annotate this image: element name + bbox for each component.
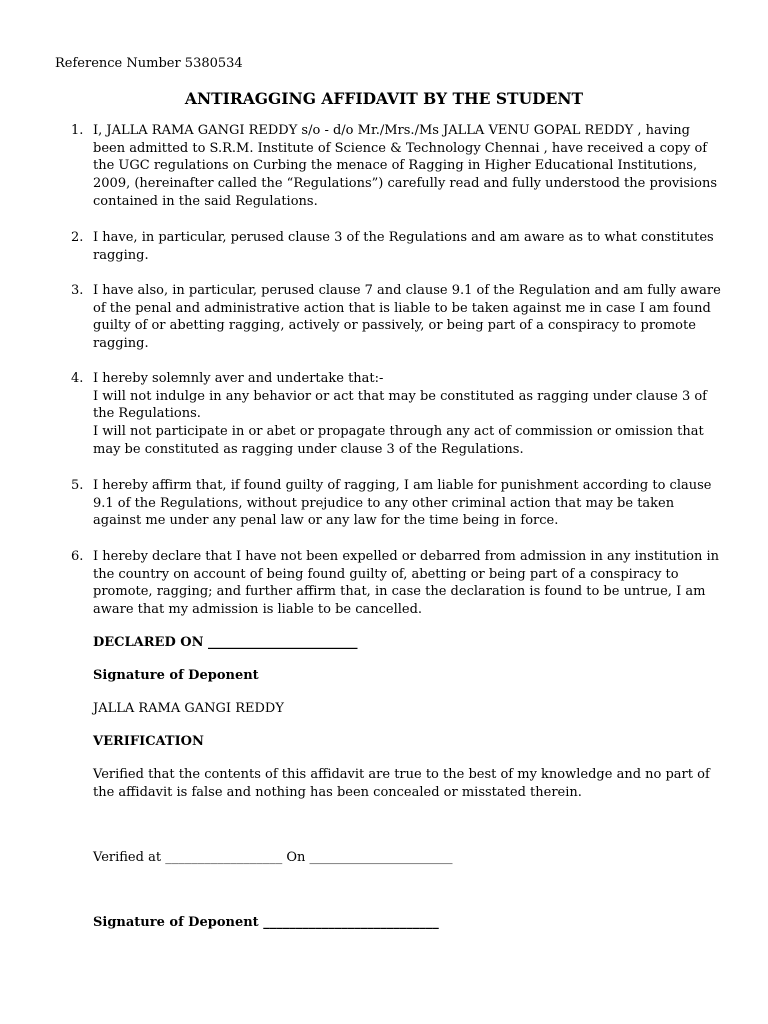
clause-item-2 [71,229,723,264]
item-line: I, JALLA RAMA GANGI REDDY s/o - d/o Mr./Mrs./Ms JALLA VENU GOPAL REDDY , having [93,123,690,138]
reference-number: Reference Number 5380534 [55,56,243,71]
item-line: been admitted to S.R.M. Institute of Science & Technology Chennai , have received a copy of [93,140,708,156]
item-number: 2. [71,230,84,245]
clause-item-4 [71,370,723,459]
item-line: the Regulations. [93,406,201,422]
verification-text [93,766,710,801]
item-line: of the penal and administrative action that is liable to be taken against me in case I am found [93,300,711,316]
deponent-name: JALLA RAMA GANGI REDDY [93,701,284,716]
item-number: 1. [71,123,84,138]
final-signature-label: Signature of Deponent [93,915,259,930]
on-blank: ______________________ [309,850,453,865]
item-line: contained in the said Regulations. [93,193,318,209]
item-line: I hereby solemnly aver and undertake that:- [93,371,384,386]
item-line: 2009, (hereinafter called the “Regulations”) carefully read and fully understood the provisions [93,176,718,192]
verification-line: Verified that the contents of this affidavit are true to the best of my knowledge and no part of [93,767,710,782]
document-title: ANTIRAGGING AFFIDAVIT BY THE STUDENT [184,89,584,108]
verified-at-label: Verified at [93,850,162,865]
declared-on-field: DECLARED ON _______________________ [93,635,358,650]
item-line: promote, ragging; and further affirm that, in case the declaration is found to be untrue, I am [93,584,706,600]
clause-item-1 [71,122,723,211]
item-line: the country on account of being found guilty of, abetting or being part of a conspiracy to [93,566,679,582]
item-line: the UGC regulations on Curbing the menace of Ragging in Higher Educational Institutions, [93,158,698,174]
verification-heading: VERIFICATION [93,734,204,749]
item-line: I have, in particular, perused clause 3 of the Regulations and am aware as to what constitutes [93,230,714,245]
verification-line: the affidavit is false and nothing has been concealed or misstated therein. [93,784,582,800]
final-signature-blank: ___________________________ [263,915,439,930]
verified-at-row [93,849,453,867]
item-line: guilty of or abetting ragging, actively or passively, or being part of a conspiracy to promote [93,318,696,334]
item-line: I will not indulge in any behavior or act that may be constituted as ragging under clause 3 of [93,388,707,404]
item-line: I will not participate in or abet or propagate through any act of commission or omission that [93,424,704,440]
item-line: aware that my admission is liable to be cancelled. [93,602,423,618]
on-label: On [286,850,306,865]
signature-label: Signature of Deponent [93,668,259,683]
item-number: 4. [71,371,84,386]
item-line: I hereby affirm that, if found guilty of ragging, I am liable for punishment according to clause [93,478,712,493]
item-line: I have also, in particular, perused clause 7 and clause 9.1 of the Regulation and am fully aware [93,283,721,298]
item-line: against me under any penal law or any law for the time being in force. [93,513,559,529]
item-line: 9.1 of the Regulations, without prejudice to any other criminal action that may be taken [93,495,675,511]
item-line: ragging. [93,336,149,352]
item-number: 3. [71,283,84,298]
item-number: 6. [71,549,84,564]
item-line: I hereby declare that I have not been expelled or debarred from admission in any institution in [93,549,720,564]
item-number: 5. [71,478,84,493]
item-line: ragging. [93,247,149,263]
final-signature-row [93,914,439,932]
clause-item-3 [71,282,723,353]
item-line: may be constituted as ragging under clause 3 of the Regulations. [93,441,524,457]
verified-at-blank: __________________ [165,850,283,865]
clause-item-5 [71,477,723,530]
clause-item-6 [71,548,723,619]
